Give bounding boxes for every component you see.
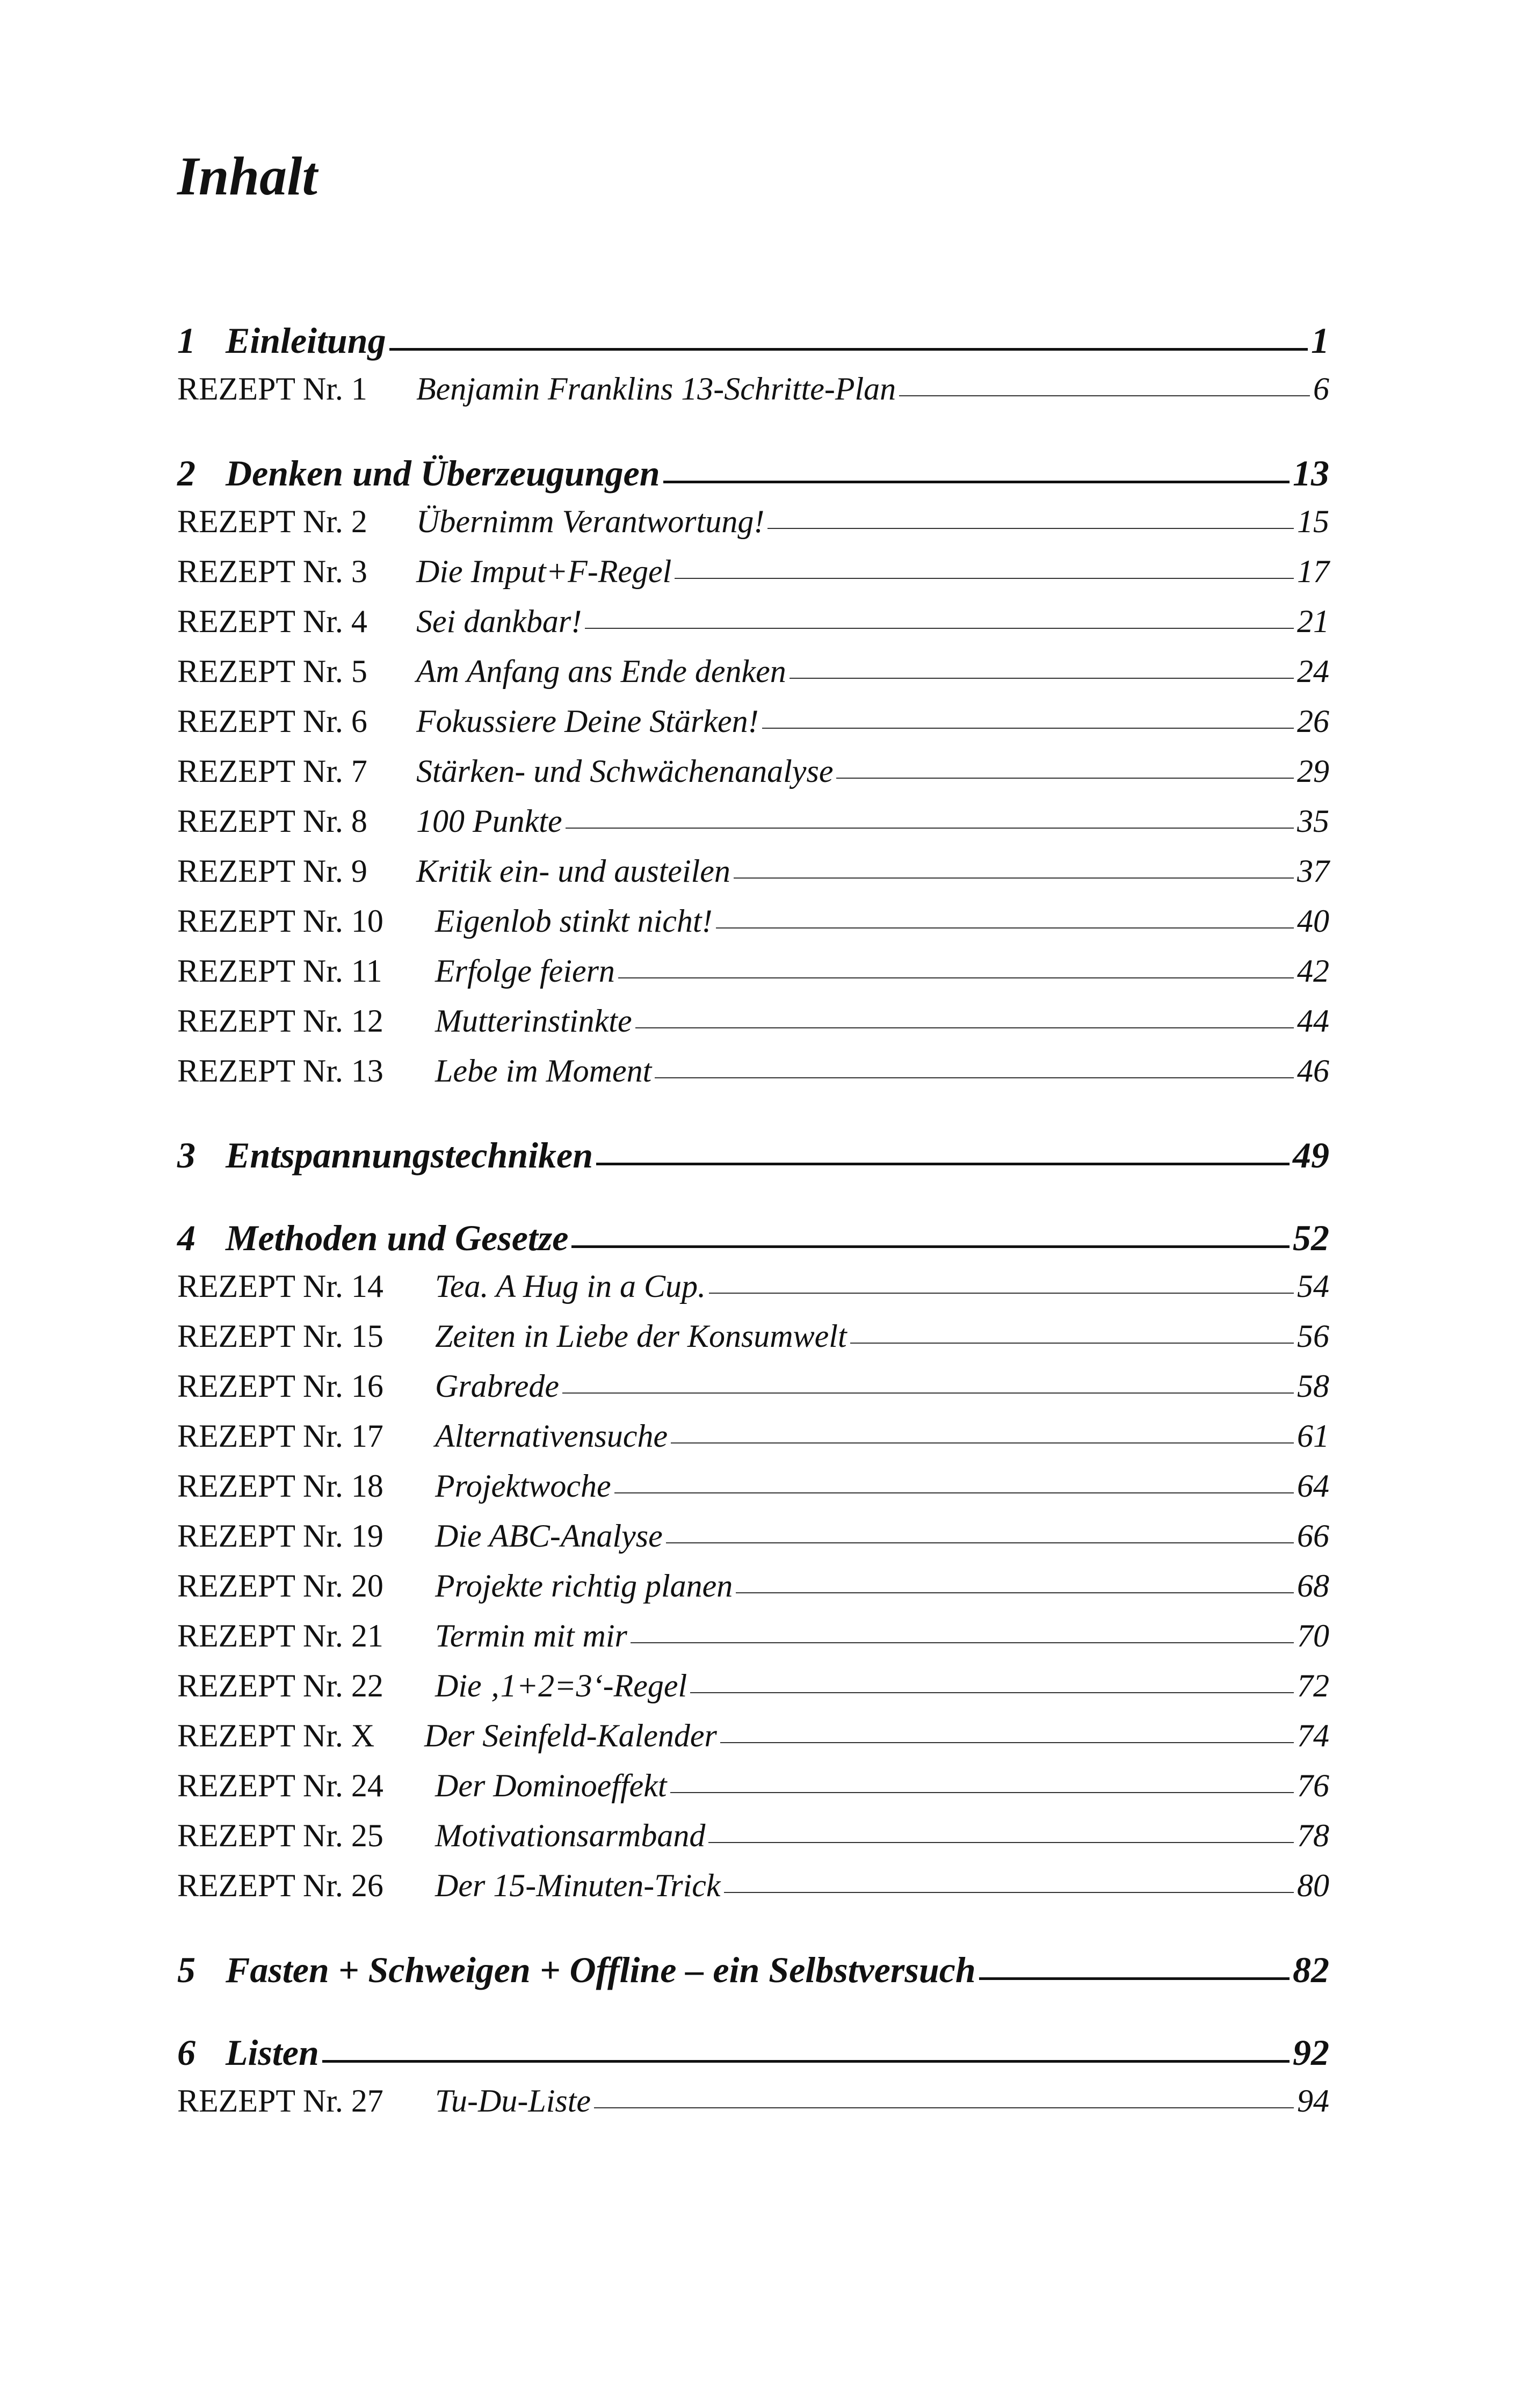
dot-leader-line xyxy=(562,1392,1294,1394)
dot-leader-line xyxy=(979,1977,1290,1980)
page-number: 61 xyxy=(1297,1418,1329,1454)
page-number: 24 xyxy=(1297,654,1329,689)
dot-leader-line xyxy=(663,480,1290,483)
page-number: 49 xyxy=(1293,1135,1329,1176)
recipe-title: Der 15-Minuten-Trick xyxy=(435,1868,721,1903)
toc-recipe-row xyxy=(177,364,1329,414)
dot-leader-line xyxy=(389,347,1308,351)
recipe-label: REZEPT Nr. 24 xyxy=(177,1768,383,1803)
page-number: 13 xyxy=(1293,453,1329,494)
recipe-title: Die ABC-Analyse xyxy=(435,1518,663,1554)
recipe-title: Benjamin Franklins 13-Schritte-Plan xyxy=(416,371,896,407)
dot-leader-line xyxy=(709,1292,1294,1294)
recipe-title: Motivationsarmband xyxy=(435,1818,706,1853)
recipe-title: Zeiten in Liebe der Konsumwelt xyxy=(435,1318,847,1354)
recipe-title: Grabrede xyxy=(435,1368,560,1404)
page-number: 72 xyxy=(1297,1668,1329,1703)
dot-leader-line xyxy=(322,2059,1290,2063)
page-number: 66 xyxy=(1297,1518,1329,1554)
toc-recipe-row xyxy=(177,2076,1329,2126)
recipe-title: Mutterinstinkte xyxy=(435,1003,632,1039)
recipe-title: Der Dominoeffekt xyxy=(435,1768,667,1803)
toc-chapter-row xyxy=(177,449,1329,497)
toc-recipe-row xyxy=(177,497,1329,547)
recipe-title: Alternativensuche xyxy=(435,1418,668,1454)
page-number: 37 xyxy=(1297,853,1329,889)
toc-recipe-row xyxy=(177,846,1329,896)
page-title: Inhalt xyxy=(177,146,317,207)
page-number: 46 xyxy=(1297,1053,1329,1089)
page-number: 44 xyxy=(1297,1003,1329,1039)
page-number: 94 xyxy=(1297,2083,1329,2119)
chapter-title: Listen xyxy=(226,2032,319,2073)
toc-recipe-row xyxy=(177,1046,1329,1096)
toc-recipe-row xyxy=(177,1261,1329,1311)
toc-chapter-row xyxy=(177,1946,1329,1993)
recipe-label: REZEPT Nr. X xyxy=(177,1718,375,1753)
page-number: 82 xyxy=(1293,1949,1329,1990)
chapter-number: 4 xyxy=(177,1217,195,1258)
toc-recipe-row xyxy=(177,1611,1329,1661)
dot-leader-line xyxy=(767,527,1294,529)
toc-recipe-row xyxy=(177,1561,1329,1611)
dot-leader-line xyxy=(690,1692,1294,1693)
toc-recipe-row xyxy=(177,1761,1329,1811)
dot-leader-line xyxy=(585,627,1294,629)
page-number: 92 xyxy=(1293,2032,1329,2073)
dot-leader-line xyxy=(790,677,1294,679)
dot-leader-line xyxy=(655,1077,1294,1078)
chapter-title: Entspannungstechniken xyxy=(226,1135,593,1176)
dot-leader-line xyxy=(666,1542,1294,1543)
recipe-label: REZEPT Nr. 20 xyxy=(177,1568,383,1604)
page-number: 76 xyxy=(1297,1768,1329,1803)
toc-chapter-row xyxy=(177,1132,1329,1179)
recipe-title: Termin mit mir xyxy=(435,1618,627,1653)
page-number: 80 xyxy=(1297,1868,1329,1903)
dot-leader-line xyxy=(899,395,1310,396)
dot-leader-line xyxy=(716,927,1294,929)
page-number: 70 xyxy=(1297,1618,1329,1653)
toc-recipe-row xyxy=(177,1361,1329,1411)
dot-leader-line xyxy=(614,1492,1294,1493)
page-number: 78 xyxy=(1297,1818,1329,1853)
page-number: 40 xyxy=(1297,903,1329,939)
toc-recipe-row xyxy=(177,1411,1329,1461)
toc-recipe-row xyxy=(177,547,1329,597)
page-number: 29 xyxy=(1297,753,1329,789)
recipe-label: REZEPT Nr. 14 xyxy=(177,1268,383,1304)
dot-leader-line xyxy=(635,1027,1294,1028)
recipe-label: REZEPT Nr. 17 xyxy=(177,1418,383,1454)
dot-leader-line xyxy=(762,727,1294,729)
toc-recipe-row xyxy=(177,946,1329,996)
recipe-label: REZEPT Nr. 12 xyxy=(177,1003,383,1039)
recipe-title: Lebe im Moment xyxy=(435,1053,652,1089)
recipe-label: REZEPT Nr. 11 xyxy=(177,953,382,989)
page-number: 64 xyxy=(1297,1468,1329,1504)
page-number: 17 xyxy=(1297,554,1329,589)
chapter-title: Fasten + Schweigen + Offline – ein Selbstversuch xyxy=(226,1949,976,1990)
recipe-label: REZEPT Nr. 13 xyxy=(177,1053,383,1089)
chapter-number: 2 xyxy=(177,453,195,494)
recipe-label: REZEPT Nr. 7 xyxy=(177,753,367,789)
dot-leader-line xyxy=(836,777,1294,779)
toc-recipe-row xyxy=(177,1661,1329,1711)
toc-chapter-row xyxy=(177,2029,1329,2076)
recipe-title: Eigenlob stinkt nicht! xyxy=(435,903,713,939)
dot-leader-line xyxy=(618,977,1294,978)
chapter-title: Einleitung xyxy=(226,320,386,361)
recipe-label: REZEPT Nr. 4 xyxy=(177,604,367,639)
dot-leader-line xyxy=(720,1742,1294,1743)
page-number: 6 xyxy=(1313,371,1329,407)
recipe-title: Sei dankbar! xyxy=(416,604,582,639)
recipe-label: REZEPT Nr. 6 xyxy=(177,703,367,739)
recipe-title: Die ‚1+2=3‘-Regel xyxy=(435,1668,687,1703)
recipe-title: Projektwoche xyxy=(435,1468,611,1504)
recipe-title: Die Imput+F-Regel xyxy=(416,554,672,589)
toc-recipe-row xyxy=(177,1511,1329,1561)
recipe-label: REZEPT Nr. 5 xyxy=(177,654,367,689)
toc-recipe-row xyxy=(177,1711,1329,1761)
page-number: 15 xyxy=(1297,504,1329,539)
toc-recipe-row xyxy=(177,697,1329,746)
recipe-label: REZEPT Nr. 22 xyxy=(177,1668,383,1703)
dot-leader-line xyxy=(596,1162,1290,1165)
chapter-number: 1 xyxy=(177,320,195,361)
dot-leader-line xyxy=(631,1642,1294,1643)
page-number: 68 xyxy=(1297,1568,1329,1604)
toc-recipe-row xyxy=(177,1461,1329,1511)
recipe-title: Projekte richtig planen xyxy=(435,1568,733,1604)
page-number: 56 xyxy=(1297,1318,1329,1354)
recipe-label: REZEPT Nr. 1 xyxy=(177,371,367,407)
page-number: 74 xyxy=(1297,1718,1329,1753)
recipe-label: REZEPT Nr. 19 xyxy=(177,1518,383,1554)
recipe-label: REZEPT Nr. 27 xyxy=(177,2083,383,2119)
toc-recipe-row xyxy=(177,1311,1329,1361)
recipe-label: REZEPT Nr. 2 xyxy=(177,504,367,539)
dot-leader-line xyxy=(708,1841,1294,1843)
toc-chapter-row xyxy=(177,1214,1329,1261)
page-number: 54 xyxy=(1297,1268,1329,1304)
toc-recipe-row xyxy=(177,796,1329,846)
dot-leader-line xyxy=(670,1792,1294,1793)
recipe-label: REZEPT Nr. 18 xyxy=(177,1468,383,1504)
recipe-title: Erfolge feiern xyxy=(435,953,615,989)
recipe-label: REZEPT Nr. 3 xyxy=(177,554,367,589)
recipe-label: REZEPT Nr. 10 xyxy=(177,903,383,939)
toc-recipe-row xyxy=(177,597,1329,647)
toc-recipe-row xyxy=(177,996,1329,1046)
page-number: 21 xyxy=(1297,604,1329,639)
recipe-title: Kritik ein- und austeilen xyxy=(416,853,730,889)
dot-leader-line xyxy=(724,1891,1294,1893)
recipe-label: REZEPT Nr. 9 xyxy=(177,853,367,889)
recipe-label: REZEPT Nr. 26 xyxy=(177,1868,383,1903)
dot-leader-line xyxy=(571,1245,1290,1248)
recipe-title: Fokussiere Deine Stärken! xyxy=(416,703,759,739)
toc-recipe-row xyxy=(177,896,1329,946)
dot-leader-line xyxy=(734,877,1294,879)
toc-recipe-row xyxy=(177,1861,1329,1911)
page-number: 26 xyxy=(1297,703,1329,739)
page-number: 52 xyxy=(1293,1217,1329,1258)
page-number: 42 xyxy=(1297,953,1329,989)
recipe-title: Stärken- und Schwächenanalyse xyxy=(416,753,834,789)
recipe-title: 100 Punkte xyxy=(416,803,562,839)
chapter-number: 6 xyxy=(177,2032,195,2073)
recipe-title: Am Anfang ans Ende denken xyxy=(416,654,786,689)
recipe-title: Der Seinfeld-Kalender xyxy=(424,1718,717,1753)
dot-leader-line xyxy=(566,827,1294,829)
recipe-label: REZEPT Nr. 21 xyxy=(177,1618,383,1653)
recipe-label: REZEPT Nr. 8 xyxy=(177,803,367,839)
recipe-title: Übernimm Verantwortung! xyxy=(416,504,765,539)
table-of-contents xyxy=(177,317,1329,2126)
page-number: 35 xyxy=(1297,803,1329,839)
chapter-title: Methoden und Gesetze xyxy=(226,1217,569,1258)
dot-leader-line xyxy=(594,2107,1294,2108)
toc-recipe-row xyxy=(177,647,1329,697)
recipe-title: Tu-Du-Liste xyxy=(435,2083,591,2119)
page-number: 58 xyxy=(1297,1368,1329,1404)
recipe-label: REZEPT Nr. 16 xyxy=(177,1368,383,1404)
recipe-label: REZEPT Nr. 25 xyxy=(177,1818,383,1853)
chapter-title: Denken und Überzeugungen xyxy=(226,453,660,494)
toc-recipe-row xyxy=(177,1811,1329,1861)
chapter-number: 3 xyxy=(177,1135,195,1176)
dot-leader-line xyxy=(850,1342,1294,1344)
page-number: 1 xyxy=(1311,320,1329,361)
chapter-number: 5 xyxy=(177,1949,195,1990)
toc-chapter-row xyxy=(177,317,1329,364)
dot-leader-line xyxy=(675,577,1294,579)
recipe-label: REZEPT Nr. 15 xyxy=(177,1318,383,1354)
recipe-title: Tea. A Hug in a Cup. xyxy=(435,1268,706,1304)
toc-recipe-row xyxy=(177,746,1329,796)
dot-leader-line xyxy=(736,1592,1294,1593)
dot-leader-line xyxy=(671,1442,1294,1444)
